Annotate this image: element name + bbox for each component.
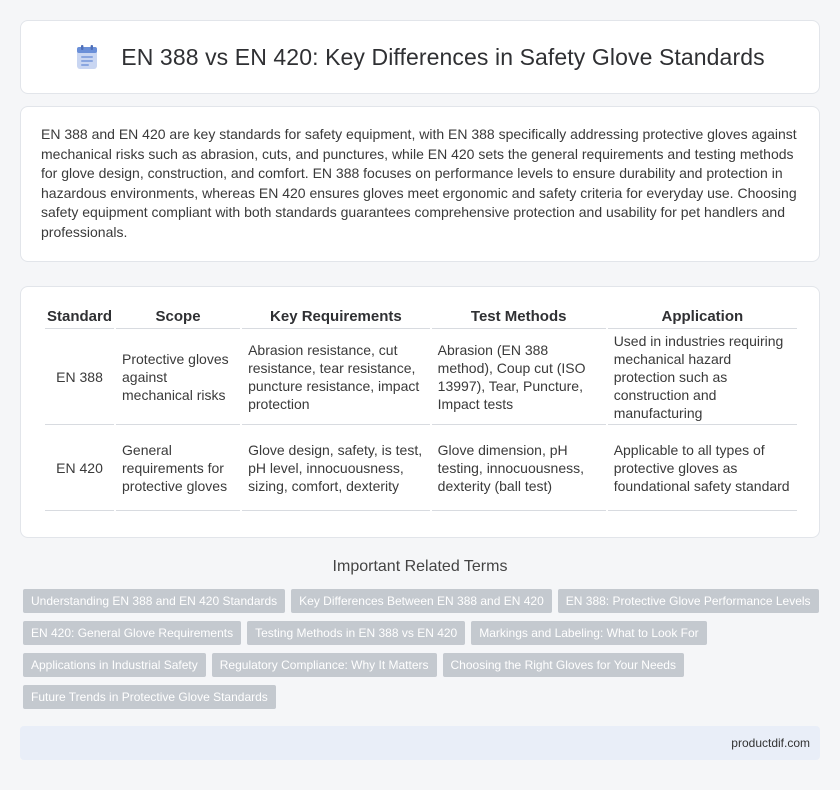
footer-bar [20, 726, 820, 760]
cell-scope: Protective gloves against mechanical risks [116, 329, 240, 425]
related-terms-section [20, 558, 820, 709]
page-title: EN 388 vs EN 420: Key Differences in Safety Glove Standards [121, 43, 765, 70]
header-key-requirements: Key Requirements [242, 305, 430, 329]
related-tag[interactable]: Markings and Labeling: What to Look For [471, 621, 706, 645]
header-test-methods: Test Methods [432, 305, 606, 329]
intro-paragraph: EN 388 and EN 420 are key standards for safety equipment, with EN 388 specifically addressing protective gloves against mechanical risks such as abrasion, cuts, and punctures, while EN 420 sets the general requirements and testing methods for glove design, construction, and comfort. EN 388 focuses on performance levels to ensure durability and protection in hazardous environments, whereas EN 420 ensures gloves meet ergonomic and safety criteria for everyday use. Choosing safety equipment compliant with both standards guarantees comprehensive protection and usability for pet handlers and professionals. [41, 126, 797, 240]
footer-site-name: productdif.com [731, 736, 810, 750]
comparison-table-card [20, 286, 820, 538]
title-card [20, 20, 820, 94]
related-tag[interactable]: Regulatory Compliance: Why It Matters [212, 653, 437, 677]
cell-scope: General requirements for protective gloves [116, 425, 240, 511]
table-row [45, 329, 797, 425]
cell-test-methods: Glove dimension, pH testing, innocuousness, dexterity (ball test) [432, 425, 606, 511]
header-application: Application [608, 305, 797, 329]
cell-test-methods: Abrasion (EN 388 method), Coup cut (ISO 13997), Tear, Puncture, Impact tests [432, 329, 606, 425]
cell-standard: EN 420 [45, 425, 114, 511]
intro-card [20, 106, 820, 262]
related-tag[interactable]: Testing Methods in EN 388 vs EN 420 [247, 621, 465, 645]
table-header-row [45, 305, 797, 329]
header-standard: Standard [45, 305, 114, 329]
header-scope: Scope [116, 305, 240, 329]
document-icon [75, 44, 99, 70]
related-tag[interactable]: EN 420: General Glove Requirements [23, 621, 241, 645]
related-terms-title: Important Related Terms [332, 558, 508, 575]
cell-standard: EN 388 [45, 329, 114, 425]
cell-key-requirements: Glove design, safety, is test, pH level, innocuousness, sizing, comfort, dexterity [242, 425, 430, 511]
cell-application: Applicable to all types of protective gloves as foundational safety standard [608, 425, 797, 511]
related-tag[interactable]: Future Trends in Protective Glove Standards [23, 685, 276, 709]
related-tag[interactable]: Choosing the Right Gloves for Your Needs [443, 653, 684, 677]
cell-application: Used in industries requiring mechanical hazard protection such as construction and manufacturing [608, 329, 797, 425]
cell-key-requirements: Abrasion resistance, cut resistance, tear resistance, puncture resistance, impact protection [242, 329, 430, 425]
related-tag[interactable]: Applications in Industrial Safety [23, 653, 206, 677]
related-tag[interactable]: Understanding EN 388 and EN 420 Standards [23, 589, 285, 613]
related-tag[interactable]: EN 388: Protective Glove Performance Levels [558, 589, 819, 613]
comparison-table [43, 305, 799, 511]
table-row [45, 425, 797, 511]
related-tag[interactable]: Key Differences Between EN 388 and EN 420 [291, 589, 552, 613]
related-terms-tags [20, 589, 820, 709]
